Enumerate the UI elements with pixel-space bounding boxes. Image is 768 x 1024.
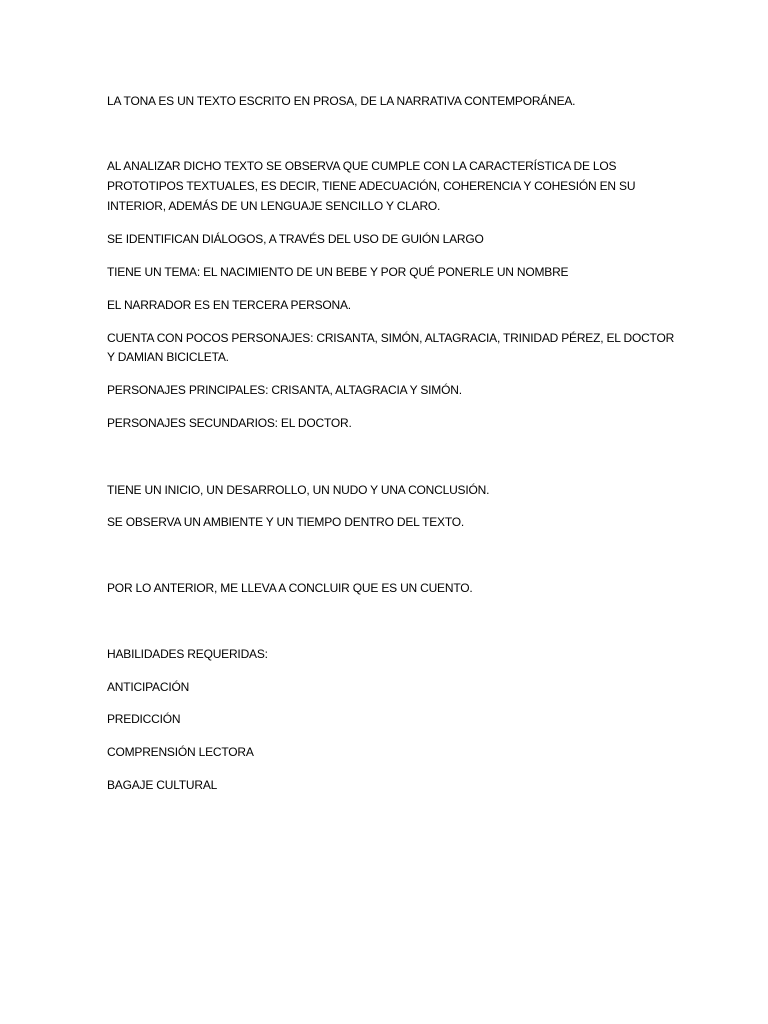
text-line: Y DAMIAN BICICLETA. <box>107 350 229 364</box>
text-line: PERSONAJES SECUNDARIOS: EL DOCTOR. <box>107 416 352 430</box>
text-line: AL ANALIZAR DICHO TEXTO SE OBSERVA QUE CUMPLE CON LA CARACTERÍSTICA DE LOS <box>107 159 617 173</box>
text-line: CUENTA CON POCOS PERSONAJES: CRISANTA, SIMÓN, ALTAGRACIA, TRINIDAD PÉREZ, EL DOCTOR <box>107 331 675 345</box>
text-line: INTERIOR, ADEMÁS DE UN LENGUAJE SENCILLO Y CLARO. <box>107 199 441 213</box>
text-line: PROTOTIPOS TEXTUALES, ES DECIR, TIENE ADECUACIÓN, COHERENCIA Y COHESIÓN EN SU <box>107 179 636 193</box>
text-line: SE OBSERVA UN AMBIENTE Y UN TIEMPO DENTRO DEL TEXTO. <box>107 515 465 529</box>
text-line: PERSONAJES PRINCIPALES: CRISANTA, ALTAGRACIA Y SIMÓN. <box>107 383 462 397</box>
text-line: COMPRENSIÓN LECTORA <box>107 745 254 759</box>
text-line: ANTICIPACIÓN <box>107 680 190 694</box>
text-line: HABILIDADES REQUERIDAS: <box>107 647 268 661</box>
text-line: PREDICCIÓN <box>107 712 181 726</box>
text-line: SE IDENTIFICAN DIÁLOGOS, A TRAVÉS DEL USO DE GUIÓN LARGO <box>107 232 484 246</box>
text-line: LA TONA ES UN TEXTO ESCRITO EN PROSA, DE LA NARRATIVA CONTEMPORÁNEA. <box>107 94 576 108</box>
text-line: TIENE UN TEMA: EL NACIMIENTO DE UN BEBE Y POR QUÉ PONERLE UN NOMBRE <box>107 265 569 279</box>
text-line: BAGAJE CULTURAL <box>107 778 218 792</box>
text-line: EL NARRADOR ES EN TERCERA PERSONA. <box>107 298 351 312</box>
text-line: TIENE UN INICIO, UN DESARROLLO, UN NUDO Y UNA CONCLUSIÓN. <box>107 483 490 497</box>
text-line: POR LO ANTERIOR, ME LLEVA A CONCLUIR QUE ES UN CUENTO. <box>107 581 473 595</box>
